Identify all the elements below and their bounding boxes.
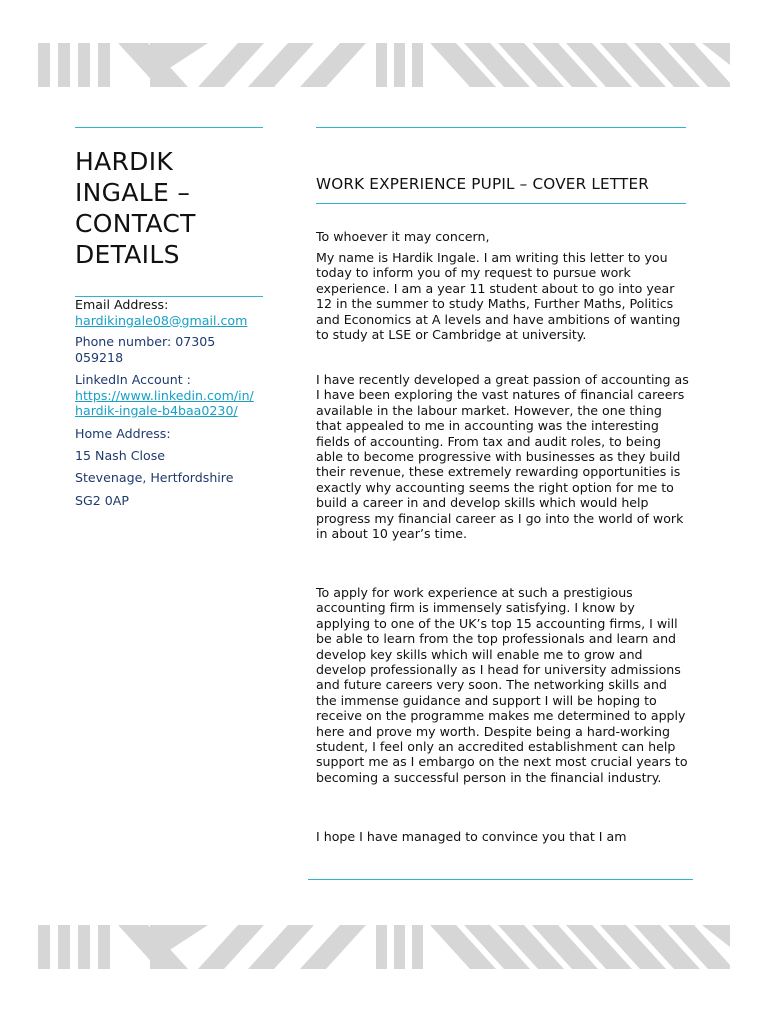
linkedin-block xyxy=(75,372,254,419)
address-line-1: 15 Nash Close xyxy=(75,448,166,463)
phone-line-2: 059218 xyxy=(75,349,124,365)
right-title-rule xyxy=(316,203,686,204)
name-line-1: HARDIK xyxy=(75,147,174,176)
top-decorative-pattern xyxy=(38,43,730,87)
contact-heading xyxy=(75,146,265,270)
letter-paragraph-3: To apply for work experience at such a prestigious accounting firm is immensely satisfying. I know by applying to one of the UK’s top 15 accounting firms, I will be able to learn from the top professionals and learn and develop key skills which will enable me to grow and develop professionally as I head for university admissions and future careers very soon. The networking skills and the immense guidance and support I will be hoping to receive on the programme makes me determined to apply here and prove my worth. Despite being a hard-working student, I feel only an accredited establishment can help support me as I embargo on the next most crucial years to becoming a successful person in the financial industry. xyxy=(316,585,688,785)
linkedin-link-line-1[interactable]: https://www.linkedin.com/in/ xyxy=(75,387,254,403)
linkedin-link-line-2[interactable]: hardik-ingale-b4baa0230/ xyxy=(75,403,238,418)
name-line-3: CONTACT xyxy=(75,209,196,238)
address-line-2: Stevenage, Hertfordshire xyxy=(75,470,234,485)
right-top-rule xyxy=(316,127,686,128)
right-bottom-rule xyxy=(308,879,693,880)
letter-title: WORK EXPERIENCE PUPIL – COVER LETTER xyxy=(316,175,650,193)
left-top-rule xyxy=(75,127,263,128)
email-link[interactable]: hardikingale08@gmail.com xyxy=(75,312,248,328)
phone-line-1: Phone number: 07305 xyxy=(75,334,216,349)
address-line-3: SG2 0AP xyxy=(75,493,129,508)
bottom-decorative-pattern xyxy=(38,925,730,969)
phone-block xyxy=(75,334,215,365)
letter-paragraph-2: I have recently developed a great passion of accounting as I have been exploring the vast natures of financial careers available in the labour market. However, the one thing that appealed to me in accounting was the interesting fields of accounting. From tax and audit roles, to being able to become progressive with businesses as they build their revenue, these extremely rewarding opportunities is exactly why accounting seems the right option for me to build a career in and develop skills which would help progress my financial career as I go into the world of work in about 10 year’s time. xyxy=(316,372,689,542)
letter-salutation: To whoever it may concern, xyxy=(316,229,490,244)
name-line-2: INGALE – xyxy=(75,178,191,207)
name-line-4: DETAILS xyxy=(75,240,180,269)
email-label: Email Address: xyxy=(75,297,169,312)
letter-paragraph-1: My name is Hardik Ingale. I am writing this letter to you today to inform you of my request to pursue work experience. I am a year 11 student about to go into year 12 in the summer to study Maths, Further Maths, Politics and Economics at A levels and have ambitions of wanting to study at LSE or Cambridge at university. xyxy=(316,250,681,343)
letter-paragraph-4: I hope I have managed to convince you that I am xyxy=(316,829,627,844)
linkedin-label: LinkedIn Account : xyxy=(75,372,191,387)
email-block xyxy=(75,297,247,328)
home-address-label: Home Address: xyxy=(75,426,171,441)
